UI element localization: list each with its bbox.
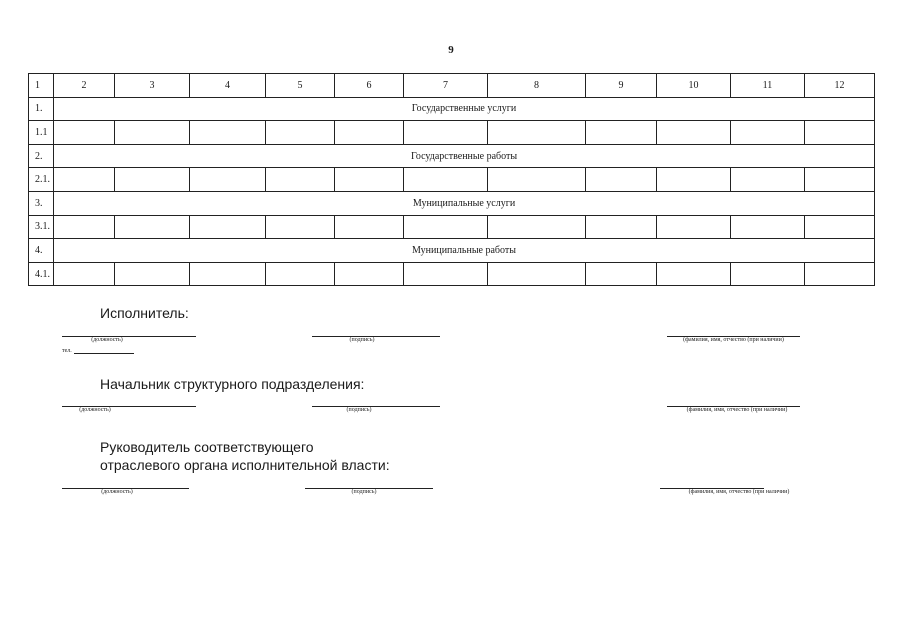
row-number: 4.1. <box>29 262 54 286</box>
row-number: 1.1 <box>29 121 54 145</box>
table-cell[interactable] <box>731 168 805 192</box>
table-cell[interactable] <box>731 262 805 286</box>
table-cell[interactable] <box>404 215 488 239</box>
table-row <box>29 262 875 286</box>
executor-title: Исполнитель: <box>100 305 189 321</box>
table-cell[interactable] <box>54 168 115 192</box>
column-number: 11 <box>731 74 805 98</box>
table-cell[interactable] <box>586 168 657 192</box>
table-cell[interactable] <box>404 121 488 145</box>
table-cell[interactable] <box>115 262 190 286</box>
table-cell[interactable] <box>266 121 335 145</box>
column-number: 9 <box>586 74 657 98</box>
section-number: 2. <box>29 144 54 168</box>
table-cell[interactable] <box>805 168 875 192</box>
full-name-caption: (фамилия, имя, отчество (при наличии) <box>683 337 784 343</box>
section-row <box>29 239 875 263</box>
table-cell[interactable] <box>335 168 404 192</box>
row-number: 2.1. <box>29 168 54 192</box>
row-number: 3.1. <box>29 215 54 239</box>
table-cell[interactable] <box>115 121 190 145</box>
section-row <box>29 144 875 168</box>
phone-field[interactable] <box>62 348 134 354</box>
agency-head-title-line2: отраслевого органа исполнительной власти: <box>100 457 390 473</box>
column-number: 5 <box>266 74 335 98</box>
column-number: 1 <box>29 74 54 98</box>
column-number: 6 <box>335 74 404 98</box>
section-title: Государственные работы <box>54 144 875 168</box>
table-cell[interactable] <box>805 121 875 145</box>
section-row <box>29 97 875 121</box>
table-cell[interactable] <box>266 168 335 192</box>
table-cell[interactable] <box>657 121 731 145</box>
table-cell[interactable] <box>805 215 875 239</box>
table-cell[interactable] <box>190 215 266 239</box>
section-number: 4. <box>29 239 54 263</box>
table-cell[interactable] <box>657 168 731 192</box>
page-number: 9 <box>448 44 454 56</box>
section-title: Государственные услуги <box>54 97 875 121</box>
column-number: 10 <box>657 74 731 98</box>
table-cell[interactable] <box>115 168 190 192</box>
table-cell[interactable] <box>54 215 115 239</box>
table-row <box>29 215 875 239</box>
table-cell[interactable] <box>488 121 586 145</box>
position-caption: (должность) <box>79 407 111 413</box>
full-name-caption: (фамилия, имя, отчество (при наличии) <box>686 407 788 413</box>
phone-line[interactable] <box>74 353 134 354</box>
full-name-caption: (фамилия, имя, отчество (при наличии) <box>688 489 790 495</box>
table-cell[interactable] <box>190 262 266 286</box>
header-row <box>29 74 875 98</box>
table-row <box>29 168 875 192</box>
table-cell[interactable] <box>488 215 586 239</box>
column-number: 4 <box>190 74 266 98</box>
table-cell[interactable] <box>657 262 731 286</box>
table-cell[interactable] <box>404 262 488 286</box>
section-row <box>29 191 875 215</box>
phone-label: тел. <box>62 348 72 354</box>
agency-head-title-line1: Руководитель соответствующего <box>100 439 314 455</box>
section-title: Муниципальные работы <box>54 239 875 263</box>
table-cell[interactable] <box>54 121 115 145</box>
section-title: Муниципальные услуги <box>54 191 875 215</box>
table-cell[interactable] <box>335 262 404 286</box>
position-caption: (должность) <box>91 337 123 343</box>
table-cell[interactable] <box>115 215 190 239</box>
table-cell[interactable] <box>266 262 335 286</box>
table-cell[interactable] <box>731 215 805 239</box>
table-cell[interactable] <box>731 121 805 145</box>
table-cell[interactable] <box>805 262 875 286</box>
table-cell[interactable] <box>586 262 657 286</box>
position-caption: (должность) <box>101 489 133 495</box>
table-cell[interactable] <box>404 168 488 192</box>
column-number: 2 <box>54 74 115 98</box>
column-number: 3 <box>115 74 190 98</box>
table-cell[interactable] <box>54 262 115 286</box>
table-cell[interactable] <box>190 121 266 145</box>
table-row <box>29 121 875 145</box>
signature-caption: (подпись) <box>351 489 377 495</box>
table-cell[interactable] <box>657 215 731 239</box>
column-number: 12 <box>805 74 875 98</box>
table-cell[interactable] <box>335 121 404 145</box>
table-cell[interactable] <box>586 121 657 145</box>
section-number: 3. <box>29 191 54 215</box>
column-number: 8 <box>488 74 586 98</box>
table-cell[interactable] <box>488 262 586 286</box>
division-head-title: Начальник структурного подразделения: <box>100 376 365 392</box>
data-table <box>28 73 875 286</box>
signature-caption: (подпись) <box>346 407 372 413</box>
signature-caption: (подпись) <box>349 337 375 343</box>
table-cell[interactable] <box>586 215 657 239</box>
table-cell[interactable] <box>190 168 266 192</box>
table-cell[interactable] <box>335 215 404 239</box>
section-number: 1. <box>29 97 54 121</box>
table-cell[interactable] <box>266 215 335 239</box>
table-cell[interactable] <box>488 168 586 192</box>
column-number: 7 <box>404 74 488 98</box>
